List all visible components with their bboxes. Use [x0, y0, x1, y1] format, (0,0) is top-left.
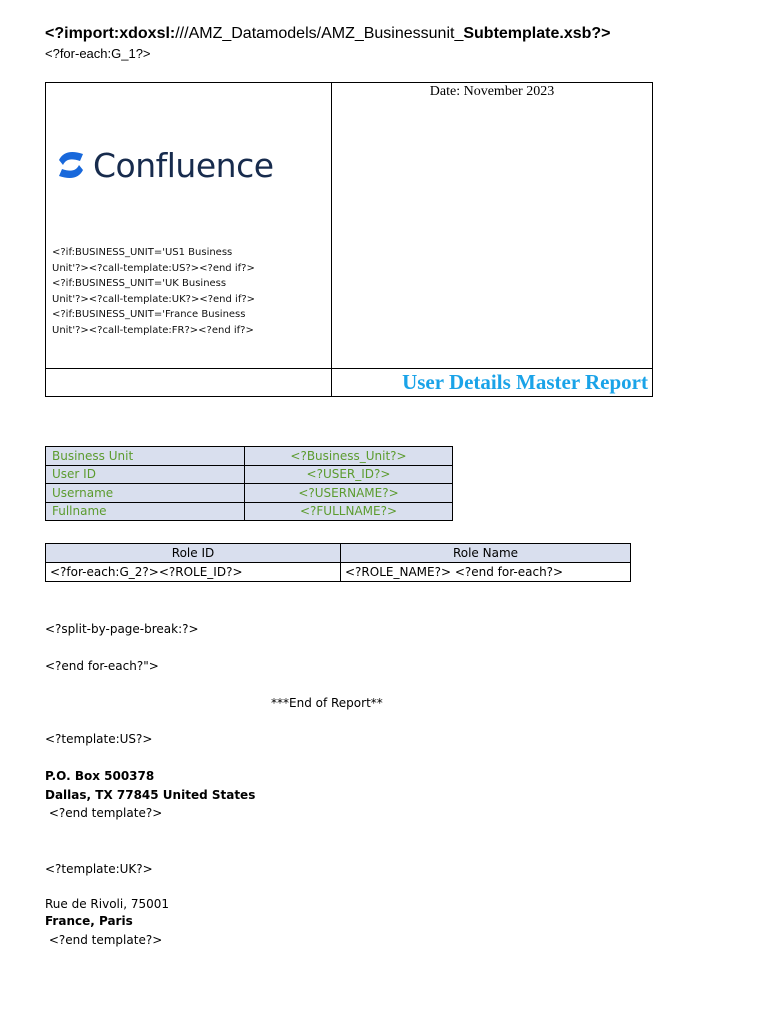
banner-divider-horizontal: [45, 368, 653, 369]
confluence-logo: [57, 145, 274, 185]
if-line: Unit'?><?call-template:US?><?end if?>: [52, 262, 255, 274]
us-address-line1: P.O. Box 500378: [45, 769, 155, 783]
uk-address-line2: France, Paris: [45, 914, 133, 928]
detail-value: <?Business_Unit?>: [245, 447, 453, 466]
header-role-name: Role Name: [341, 544, 631, 563]
detail-label: Fullname: [46, 502, 245, 521]
detail-label: Business Unit: [46, 447, 245, 466]
end-for-each-directive: <?end for-each?">: [45, 659, 159, 673]
if-line: <?if:BUSINESS_UNIT='UK Business: [52, 278, 227, 289]
import-path: ///AMZ_Datamodels/AMZ_Businessunit_: [175, 25, 464, 42]
banner-divider-vertical: [331, 82, 332, 397]
uk-end-template: <?end template?>: [45, 933, 163, 947]
table-row: [46, 502, 453, 521]
banner-frame: [45, 82, 653, 397]
import-directive: [45, 25, 611, 43]
header-role-id: Role ID: [46, 544, 341, 563]
detail-value: <?FULLNAME?>: [245, 502, 453, 521]
detail-label: Username: [46, 484, 245, 503]
import-suffix: Subtemplate.xsb?>: [463, 25, 611, 42]
user-details-table: [45, 446, 453, 521]
import-prefix: <?import:xdoxsl:: [45, 25, 176, 42]
uk-address-line1: Rue de Rivoli, 75001: [45, 897, 170, 911]
report-title: User Details Master Report: [402, 370, 648, 394]
table-row: [46, 447, 453, 466]
report-date: Date: November 2023: [429, 84, 555, 99]
cell-role-name: <?ROLE_NAME?> <?end for-each?>: [341, 563, 631, 582]
if-line: <?if:BUSINESS_UNIT='France Business: [52, 309, 246, 320]
template-uk-directive: <?template:UK?>: [45, 862, 153, 876]
split-directive: <?split-by-page-break:?>: [45, 622, 199, 636]
if-line: Unit'?><?call-template:UK?><?end if?>: [52, 293, 256, 305]
cell-role-id: <?for-each:G_2?><?ROLE_ID?>: [46, 563, 341, 582]
us-end-template: <?end template?>: [45, 806, 163, 820]
detail-label: User ID: [46, 465, 245, 484]
table-header-row: [46, 544, 631, 563]
template-us-directive: <?template:US?>: [45, 732, 153, 746]
detail-value: <?USER_ID?>: [245, 465, 453, 484]
for-each-directive: <?for-each:G_1?>: [45, 46, 151, 61]
table-row: [46, 484, 453, 503]
conditional-template-calls: [52, 245, 322, 338]
end-of-report: ***End of Report**: [271, 696, 383, 710]
table-row: [46, 563, 631, 582]
if-line: Unit'?><?call-template:FR?><?end if?>: [52, 324, 254, 336]
confluence-icon: [57, 148, 85, 182]
logo-text: Confluence: [93, 145, 274, 185]
if-line: <?if:BUSINESS_UNIT='US1 Business: [52, 247, 233, 258]
roles-table: [45, 543, 631, 582]
us-address-line2: Dallas, TX 77845 United States: [45, 788, 256, 802]
table-row: [46, 465, 453, 484]
detail-value: <?USERNAME?>: [245, 484, 453, 503]
